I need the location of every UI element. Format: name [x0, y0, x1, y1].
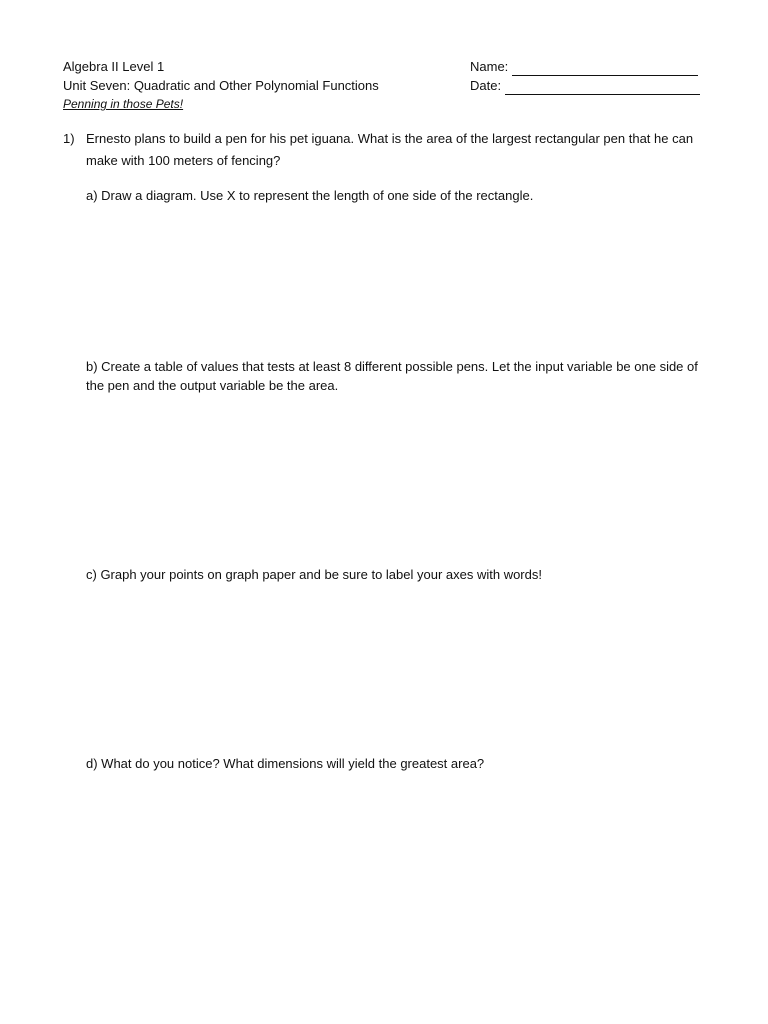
name-label: Name: [470, 59, 509, 74]
part-d: d) What do you notice? What dimensions will yield the greatest area? [86, 756, 485, 771]
date-label: Date: [470, 78, 502, 93]
unit-title: Unit Seven: Quadratic and Other Polynomial Functions [63, 78, 379, 93]
part-a: a) Draw a diagram. Use X to represent the length of one side of the rectangle. [86, 188, 534, 203]
question-text: Ernesto plans to build a pen for his pet iguana. What is the area of the largest rectangular pen that he can make with 100 meters of fencing? [86, 131, 694, 168]
worksheet-title: Penning in those Pets! [63, 97, 184, 111]
question-1 [63, 128, 713, 172]
date-field-row [470, 76, 700, 95]
course-header [63, 57, 379, 114]
course-name: Algebra II Level 1 [63, 59, 165, 74]
part-b: b) Create a table of values that tests at least 8 different possible pens. Let the input variable be one side of the pen and the output variable be the area. [86, 359, 698, 393]
part-c: c) Graph your points on graph paper and be sure to label your axes with words! [86, 567, 542, 582]
question-number: 1) [63, 131, 75, 146]
name-field-row [470, 57, 700, 76]
date-blank[interactable] [505, 80, 700, 95]
name-blank[interactable] [512, 61, 698, 76]
student-info [470, 57, 700, 95]
